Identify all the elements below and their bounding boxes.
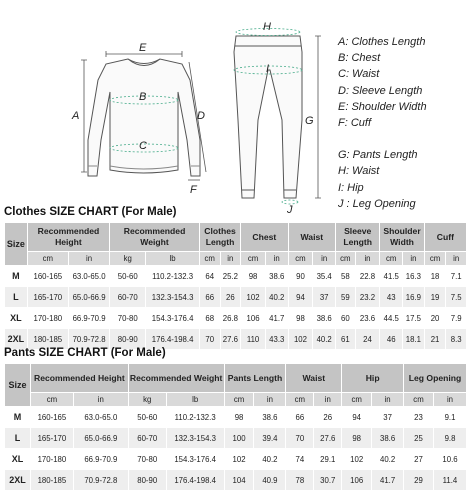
unit-cell: cm — [336, 252, 356, 266]
unit-cell: cm — [241, 252, 266, 266]
table-cell: 98 — [288, 308, 313, 329]
table-cell: 98 — [241, 266, 266, 287]
table-cell: 154.3-176.4 — [166, 449, 224, 470]
marker-i: I — [266, 63, 270, 75]
table-cell: 154.3-176.4 — [146, 308, 200, 329]
legend-item: A: Clothes Length — [338, 36, 426, 48]
table-cell: 16.3 — [403, 266, 425, 287]
marker-a: A — [72, 110, 80, 122]
unit-cell: cm — [404, 393, 434, 407]
table-cell: 38.6 — [313, 308, 336, 329]
table-cell: 160-165 — [27, 266, 68, 287]
table-cell: 66 — [286, 407, 314, 428]
unit-cell: cm — [27, 252, 68, 266]
table-cell: 110 — [241, 329, 266, 350]
table-row — [5, 470, 467, 491]
legend-item: H: Waist — [338, 165, 380, 178]
table-cell: 60-70 — [110, 287, 146, 308]
header-weight: Recommended Weight — [128, 364, 224, 393]
unit-cell: in — [446, 252, 467, 266]
table-cell: 23.6 — [355, 308, 380, 329]
table-row — [5, 449, 467, 470]
table-cell: 18.1 — [403, 329, 425, 350]
clothes-size-table — [4, 222, 467, 350]
table-cell: 170-180 — [27, 308, 68, 329]
legend-item: B: Chest — [338, 52, 381, 65]
table-cell: 7.1 — [446, 266, 467, 287]
unit-cell: in — [355, 252, 380, 266]
header-waist: Waist — [288, 223, 335, 252]
size-label: L — [5, 287, 28, 308]
unit-cell: cm — [342, 393, 372, 407]
table-row — [5, 266, 467, 287]
marker-b: B — [139, 91, 147, 103]
table-cell: 43.3 — [265, 329, 288, 350]
table-cell: 26 — [314, 407, 342, 428]
table-cell: 58 — [336, 266, 356, 287]
table-cell: 40.2 — [265, 287, 288, 308]
table-cell: 40.2 — [372, 449, 404, 470]
table-cell: 66.9-70.9 — [73, 449, 128, 470]
unit-cell: cm — [199, 252, 220, 266]
table-cell: 17.5 — [403, 308, 425, 329]
table-cell: 70 — [199, 329, 220, 350]
table-cell: 10.6 — [433, 449, 466, 470]
table-cell: 29.1 — [314, 449, 342, 470]
header-clothes-length: Clothes Length — [199, 223, 240, 252]
table-cell: 60 — [336, 308, 356, 329]
table-cell: 176.4-198.4 — [146, 329, 200, 350]
unit-cell: lb — [146, 252, 200, 266]
marker-c: C — [139, 140, 147, 152]
table-cell: 100 — [224, 428, 254, 449]
marker-j: J — [287, 204, 293, 216]
size-label: L — [5, 428, 31, 449]
table-cell: 23.2 — [355, 287, 380, 308]
table-cell: 63.0-65.0 — [73, 407, 128, 428]
table-cell: 90 — [288, 266, 313, 287]
table-cell: 27.6 — [314, 428, 342, 449]
table-cell: 35.4 — [313, 266, 336, 287]
unit-cell: in — [313, 252, 336, 266]
unit-cell: in — [265, 252, 288, 266]
table-cell: 27 — [404, 449, 434, 470]
table-cell: 63.0-65.0 — [68, 266, 109, 287]
marker-g: G — [305, 115, 314, 127]
unit-cell: cm — [288, 252, 313, 266]
size-label: XL — [5, 308, 28, 329]
legend-item: F: Cuff — [338, 117, 372, 130]
table-cell: 94 — [288, 287, 313, 308]
legend-item: I: Hip — [338, 181, 364, 194]
header-hip: Hip — [342, 364, 404, 393]
table-cell: 40.2 — [254, 449, 286, 470]
header-leg-opening: Leg Opening — [404, 364, 467, 393]
shirt-illustration — [88, 59, 200, 176]
unit-cell: in — [314, 393, 342, 407]
table-cell: 70.9-72.8 — [73, 470, 128, 491]
marker-e: E — [139, 42, 147, 54]
unit-cell: in — [68, 252, 109, 266]
table-cell: 61 — [336, 329, 356, 350]
size-label: XL — [5, 449, 31, 470]
table-cell: 25.2 — [220, 266, 241, 287]
table-cell: 18 — [424, 266, 446, 287]
legend-item: D: Sleeve Length — [338, 84, 423, 97]
header-pants-length: Pants Length — [224, 364, 286, 393]
table-cell: 21 — [424, 329, 446, 350]
table-cell: 102 — [342, 449, 372, 470]
unit-cell: cm — [286, 393, 314, 407]
table-cell: 106 — [342, 470, 372, 491]
header-cuff: Cuff — [424, 223, 466, 252]
table-cell: 132.3-154.3 — [166, 428, 224, 449]
table-cell: 41.5 — [380, 266, 403, 287]
table-cell: 38.6 — [372, 428, 404, 449]
unit-cell: kg — [110, 252, 146, 266]
unit-cell: cm — [30, 393, 73, 407]
table-cell: 110.2-132.3 — [166, 407, 224, 428]
header-sleeve-length: Sleeve Length — [336, 223, 380, 252]
unit-cell: in — [254, 393, 286, 407]
pants-chart-title: Pants SIZE CHART (For Male) — [4, 347, 166, 359]
legend-spacer — [338, 131, 427, 147]
table-row — [5, 407, 467, 428]
table-cell: 38.6 — [254, 407, 286, 428]
table-cell: 102 — [241, 287, 266, 308]
table-cell: 180-185 — [30, 470, 73, 491]
unit-cell: kg — [128, 393, 166, 407]
unit-cell: in — [403, 252, 425, 266]
table-cell: 25 — [404, 428, 434, 449]
table-cell: 37 — [372, 407, 404, 428]
table-cell: 50-60 — [128, 407, 166, 428]
table-cell: 60-70 — [128, 428, 166, 449]
table-cell: 65.0-66.9 — [73, 428, 128, 449]
table-cell: 78 — [286, 470, 314, 491]
table-cell: 68 — [199, 308, 220, 329]
legend-item: E: Shoulder Width — [338, 100, 427, 113]
unit-cell: cm — [380, 252, 403, 266]
table-cell: 24 — [355, 329, 380, 350]
unit-row — [5, 252, 467, 266]
header-waist: Waist — [286, 364, 342, 393]
table-cell: 43 — [380, 287, 403, 308]
size-label: M — [5, 266, 28, 287]
table-row — [5, 428, 467, 449]
table-cell: 26.8 — [220, 308, 241, 329]
table-cell: 27.6 — [220, 329, 241, 350]
header-height: Recommended Height — [30, 364, 128, 393]
table-cell: 11.4 — [433, 470, 466, 491]
table-cell: 41.7 — [265, 308, 288, 329]
table-row — [5, 287, 467, 308]
unit-cell: in — [372, 393, 404, 407]
table-cell: 70.9-72.8 — [68, 329, 109, 350]
unit-cell: cm — [224, 393, 254, 407]
pants-size-table — [4, 363, 467, 491]
table-cell: 7.5 — [446, 287, 467, 308]
table-cell: 180-185 — [27, 329, 68, 350]
table-cell: 80-90 — [128, 470, 166, 491]
table-header-row — [5, 364, 467, 393]
table-cell: 66 — [199, 287, 220, 308]
legend-item: G: Pants Length — [338, 149, 418, 162]
unit-cell: in — [220, 252, 241, 266]
table-cell: 46 — [380, 329, 403, 350]
table-cell: 19 — [424, 287, 446, 308]
table-cell: 176.4-198.4 — [166, 470, 224, 491]
marker-h: H — [263, 21, 271, 33]
table-cell: 26 — [220, 287, 241, 308]
header-weight: Recommended Weight — [110, 223, 200, 252]
measurement-legend — [338, 34, 427, 212]
unit-cell: cm — [424, 252, 446, 266]
table-row — [5, 308, 467, 329]
size-label: 2XL — [5, 470, 31, 491]
header-height: Recommended Height — [27, 223, 110, 252]
table-cell: 7.9 — [446, 308, 467, 329]
header-chest: Chest — [241, 223, 288, 252]
table-header-row — [5, 223, 467, 252]
marker-f: F — [190, 184, 197, 196]
table-cell: 44.5 — [380, 308, 403, 329]
header-size: Size — [5, 223, 28, 266]
table-cell: 104 — [224, 470, 254, 491]
table-cell: 65.0-66.9 — [68, 287, 109, 308]
clothes-chart-title: Clothes SIZE CHART (For Male) — [4, 206, 177, 218]
table-cell: 9.8 — [433, 428, 466, 449]
table-cell: 160-165 — [30, 407, 73, 428]
table-cell: 98 — [224, 407, 254, 428]
table-cell: 39.4 — [254, 428, 286, 449]
table-cell: 70 — [286, 428, 314, 449]
table-cell: 37 — [313, 287, 336, 308]
table-cell: 102 — [224, 449, 254, 470]
table-cell: 8.3 — [446, 329, 467, 350]
table-cell: 50-60 — [110, 266, 146, 287]
table-cell: 94 — [342, 407, 372, 428]
table-cell: 98 — [342, 428, 372, 449]
unit-cell: lb — [166, 393, 224, 407]
table-cell: 38.6 — [265, 266, 288, 287]
table-cell: 59 — [336, 287, 356, 308]
table-cell: 29 — [404, 470, 434, 491]
table-cell: 165-170 — [27, 287, 68, 308]
legend-item: J : Leg Opening — [338, 197, 416, 210]
table-cell: 70-80 — [128, 449, 166, 470]
marker-d: D — [197, 110, 205, 122]
table-cell: 9.1 — [433, 407, 466, 428]
size-label: 2XL — [5, 329, 28, 350]
legend-item: C: Waist — [338, 68, 380, 81]
table-cell: 40.2 — [313, 329, 336, 350]
unit-row — [5, 393, 467, 407]
table-cell: 40.9 — [254, 470, 286, 491]
header-size: Size — [5, 364, 31, 407]
table-cell: 16.9 — [403, 287, 425, 308]
table-cell: 102 — [288, 329, 313, 350]
table-cell: 20 — [424, 308, 446, 329]
unit-cell: in — [433, 393, 466, 407]
table-cell: 64 — [199, 266, 220, 287]
header-shoulder-width: Shoulder Width — [380, 223, 424, 252]
table-cell: 22.8 — [355, 266, 380, 287]
table-cell: 80-90 — [110, 329, 146, 350]
table-cell: 30.7 — [314, 470, 342, 491]
pants-illustration — [234, 36, 302, 198]
unit-cell: in — [73, 393, 128, 407]
table-cell: 132.3-154.3 — [146, 287, 200, 308]
table-cell: 110.2-132.3 — [146, 266, 200, 287]
table-cell: 74 — [286, 449, 314, 470]
table-cell: 23 — [404, 407, 434, 428]
table-cell: 165-170 — [30, 428, 73, 449]
table-cell: 106 — [241, 308, 266, 329]
table-cell: 41.7 — [372, 470, 404, 491]
table-cell: 66.9-70.9 — [68, 308, 109, 329]
table-cell: 70-80 — [110, 308, 146, 329]
table-cell: 170-180 — [30, 449, 73, 470]
size-label: M — [5, 407, 31, 428]
